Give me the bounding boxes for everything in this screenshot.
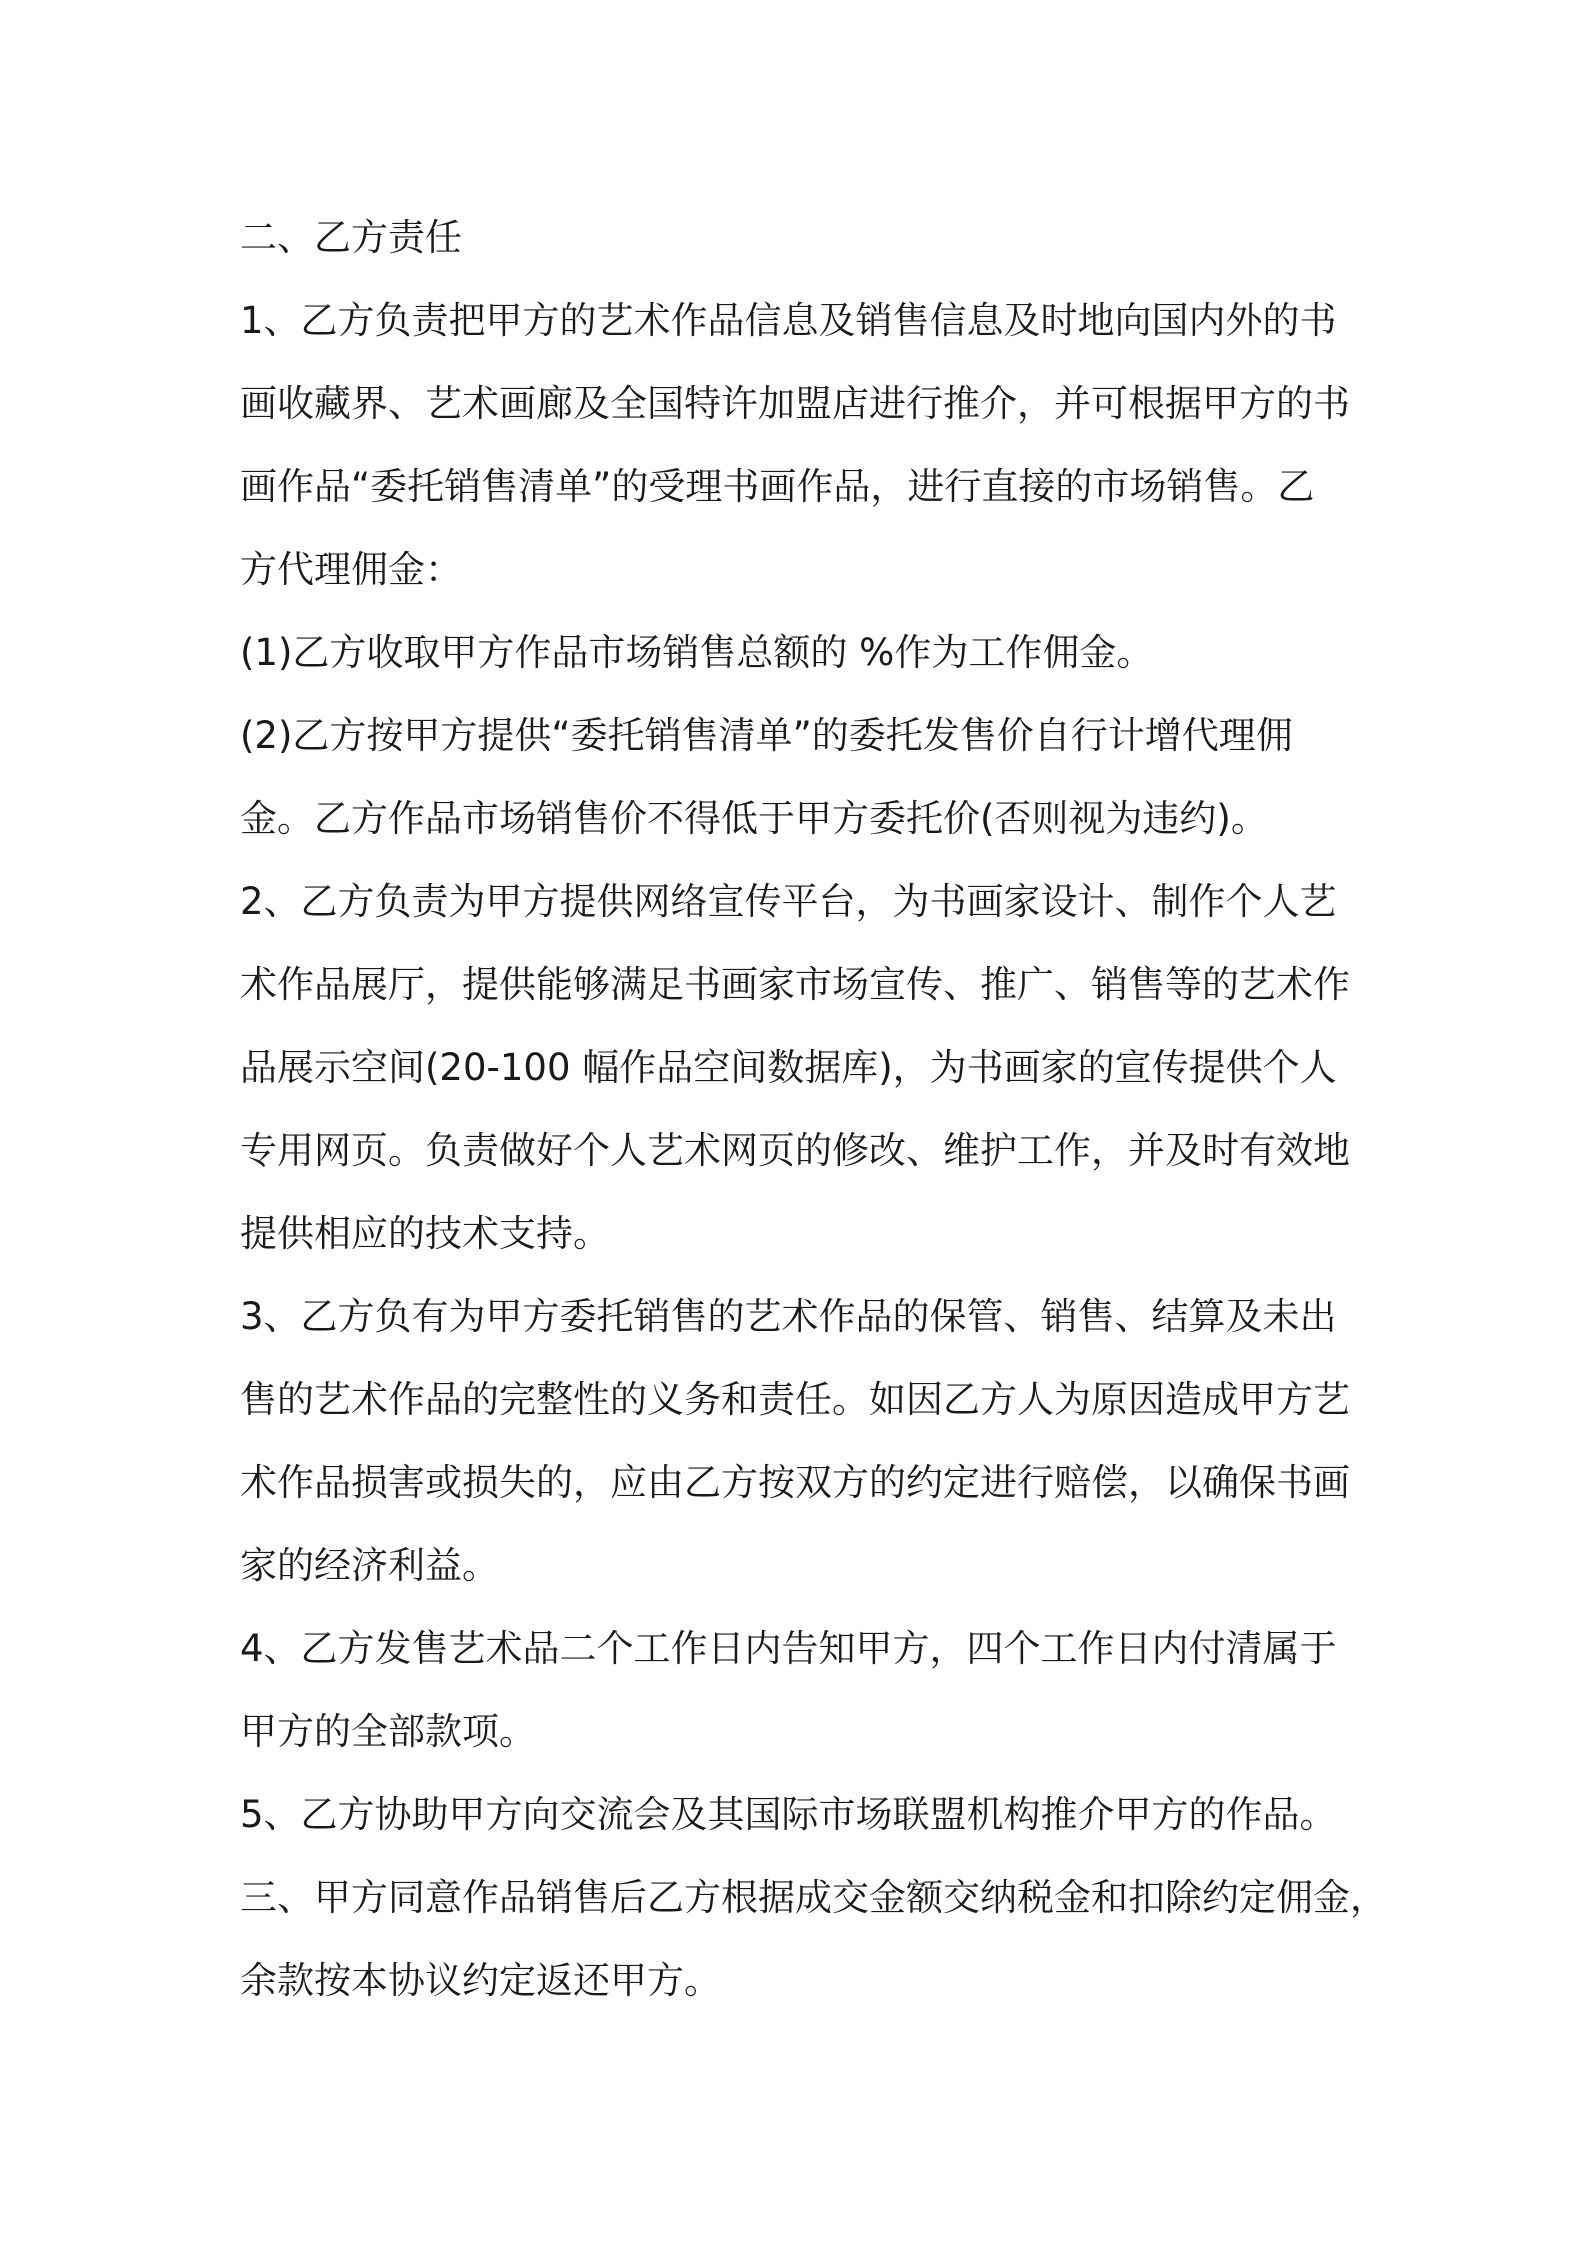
document-body	[240, 196, 1387, 2022]
clause-1-line-2: 画收藏界、艺术画廊及全国特许加盟店进行推介，并可根据甲方的书	[240, 382, 1350, 425]
clause-2-line-1: 2、乙方负责为甲方提供网络宣传平台，为书画家设计、制作个人艺	[240, 880, 1337, 923]
section-heading-party-b-duties: 二、乙方责任	[240, 216, 462, 259]
clause-1-item-1: (1)乙方收取甲方作品市场销售总额的 %作为工作佣金。	[240, 631, 1154, 674]
clause-4-line-2: 甲方的全部款项。	[240, 1710, 536, 1753]
clause-4-line-1: 4、乙方发售艺术品二个工作日内告知甲方，四个工作日内付清属于	[240, 1627, 1337, 1670]
clause-3-line-4: 家的经济利益。	[240, 1544, 499, 1587]
section-3-line-1: 三、甲方同意作品销售后乙方根据成交金额交纳税金和扣除约定佣金，	[240, 1876, 1387, 1919]
clause-3-line-3: 术作品损害或损失的，应由乙方按双方的约定进行赔偿，以确保书画	[240, 1461, 1350, 1504]
clause-1-item-2-line-2: 金。乙方作品市场销售价不得低于甲方委托价(否则视为违约)。	[240, 797, 1268, 840]
clause-2-line-4: 专用网页。负责做好个人艺术网页的修改、维护工作，并及时有效地	[240, 1129, 1350, 1172]
clause-3-line-1: 3、乙方负有为甲方委托销售的艺术作品的保管、销售、结算及未出	[240, 1295, 1337, 1338]
clause-1-item-2-line-1: (2)乙方按甲方提供“委托销售清单”的委托发售价自行计增代理佣	[240, 714, 1293, 757]
clause-1-line-3: 画作品“委托销售清单”的受理书画作品，进行直接的市场销售。乙	[240, 465, 1315, 508]
clause-1-line-4: 方代理佣金：	[240, 548, 462, 591]
clause-5-line-1: 5、乙方协助甲方向交流会及其国际市场联盟机构推介甲方的作品。	[240, 1793, 1337, 1836]
section-3-line-2: 余款按本协议约定返还甲方。	[240, 1959, 721, 2002]
clause-2-line-2: 术作品展厅，提供能够满足书画家市场宣传、推广、销售等的艺术作	[240, 963, 1350, 1006]
clause-3-line-2: 售的艺术作品的完整性的义务和责任。如因乙方人为原因造成甲方艺	[240, 1378, 1350, 1421]
clause-1-line-1: 1、乙方负责把甲方的艺术作品信息及销售信息及时地向国内外的书	[240, 299, 1337, 342]
clause-2-line-5: 提供相应的技术支持。	[240, 1212, 610, 1255]
clause-2-line-3: 品展示空间(20-100 幅作品空间数据库)，为书画家的宣传提供个人	[240, 1046, 1337, 1089]
